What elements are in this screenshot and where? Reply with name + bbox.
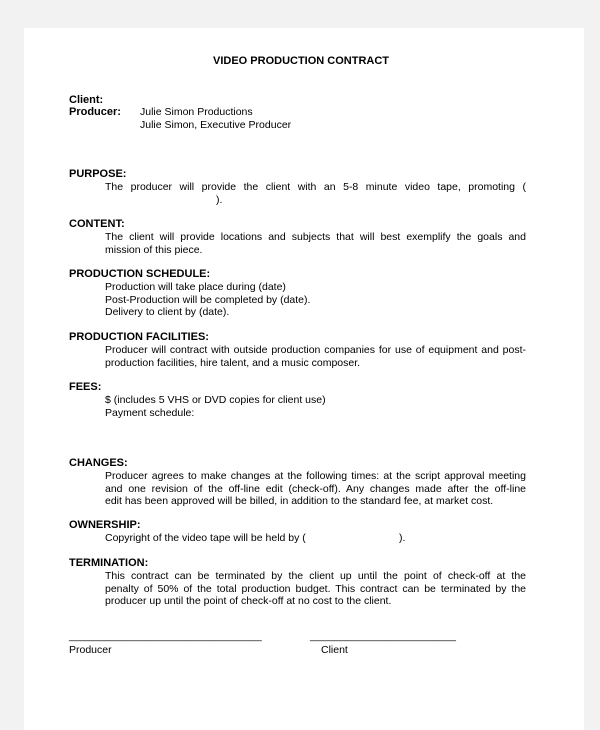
content-body xyxy=(105,231,526,256)
changes-line: Producer agrees to make changes at the following times: at the script approval meeting xyxy=(105,470,526,482)
changes-body xyxy=(105,470,526,508)
producer-company: Julie Simon Productions xyxy=(140,106,253,118)
termination-body xyxy=(105,570,526,608)
facilities-line: production facilities, hire talent, and a music composer. xyxy=(105,356,361,369)
purpose-heading: PURPOSE: xyxy=(69,168,127,180)
client-signature-label: Client xyxy=(321,644,348,656)
schedule-line: Post-Production will be completed by (date). xyxy=(105,293,311,306)
ownership-line: Copyright of the video tape will be held by ( xyxy=(105,532,306,544)
termination-line: producer up until the point of check-off at no cost to the client. xyxy=(105,595,392,607)
changes-line: and one revision of the off-line edit (check-off). Any changes made after the off-line xyxy=(105,482,526,495)
termination-line: penalty of 50% of the total production budget. This contract can be terminated by the xyxy=(105,582,526,595)
purpose-line: ). xyxy=(216,193,223,206)
producer-name: Julie Simon, Executive Producer xyxy=(140,119,292,131)
termination-line: This contract can be terminated by the client up until the point of check-off at the xyxy=(105,570,526,582)
schedule-line: Production will take place during (date) xyxy=(105,281,286,293)
changes-heading: CHANGES: xyxy=(69,457,128,469)
facilities-body xyxy=(105,344,526,369)
fees-heading: FEES: xyxy=(69,381,102,393)
content-heading: CONTENT: xyxy=(69,218,125,230)
producer-signature-label: Producer xyxy=(69,644,112,656)
ownership-line-close: ). xyxy=(399,532,406,544)
facilities-line: Producer will contract with outside production companies for use of equipment and post- xyxy=(105,344,526,356)
facilities-heading: PRODUCTION FACILITIES: xyxy=(69,331,209,343)
client-label: Client: xyxy=(69,94,104,106)
purpose-line: The producer will provide the client with an 5-8 minute video tape, promoting ( xyxy=(105,181,526,193)
fees-line: $ (includes 5 VHS or DVD copies for client use) xyxy=(105,394,326,406)
termination-heading: TERMINATION: xyxy=(69,557,149,569)
purpose-body xyxy=(105,181,526,206)
producer-label: Producer: xyxy=(69,106,121,118)
fees-line: Payment schedule: xyxy=(105,406,195,419)
content-line: mission of this piece. xyxy=(105,243,203,256)
schedule-line: Delivery to client by (date). xyxy=(105,306,230,318)
producer-signature-line: _________________________________ xyxy=(69,630,262,642)
ownership-heading: OWNERSHIP: xyxy=(69,519,141,531)
content-line: The client will provide locations and subjects that will best exemplify the goals and xyxy=(105,231,526,243)
contract-page xyxy=(24,28,584,730)
schedule-heading: PRODUCTION SCHEDULE: xyxy=(69,268,211,280)
document-title: VIDEO PRODUCTION CONTRACT xyxy=(213,55,389,67)
fees-body xyxy=(105,394,526,419)
schedule-body xyxy=(105,281,526,319)
client-signature-line: _________________________ xyxy=(310,630,456,642)
changes-line: edit has been approved will be billed, in addition to the standard fee, at market cost. xyxy=(105,495,494,507)
